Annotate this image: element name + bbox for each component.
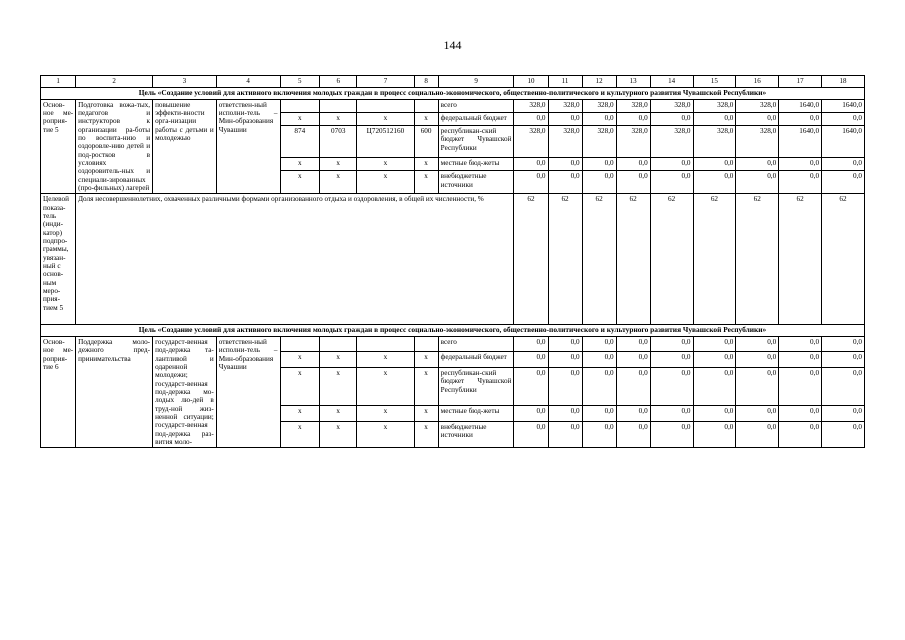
code-cell: x bbox=[280, 158, 320, 171]
header-cell: 7 bbox=[357, 76, 414, 88]
code-cell: 874 bbox=[280, 125, 320, 157]
header-cell: 14 bbox=[650, 76, 693, 88]
code-cell: x bbox=[320, 112, 357, 125]
amount-cell: 0,0 bbox=[779, 406, 822, 421]
block2-row bbox=[41, 336, 865, 351]
amount-cell: 1640,0 bbox=[822, 99, 865, 112]
amount-cell: 0,0 bbox=[616, 112, 650, 125]
amount-cell: 0,0 bbox=[514, 336, 548, 351]
amount-cell: 0,0 bbox=[616, 421, 650, 448]
funding-source: всего bbox=[438, 99, 514, 112]
code-cell: x bbox=[320, 171, 357, 194]
amount-cell: 328,0 bbox=[514, 99, 548, 112]
amount-cell: 0,0 bbox=[514, 158, 548, 171]
code-cell: x bbox=[280, 406, 320, 421]
amount-cell: 0,0 bbox=[822, 112, 865, 125]
header-cell: 1 bbox=[41, 76, 76, 88]
amount-cell: 0,0 bbox=[779, 367, 822, 405]
block1-row bbox=[41, 99, 865, 112]
amount-cell: 0,0 bbox=[693, 352, 736, 367]
indicator-value: 62 bbox=[514, 194, 548, 325]
amount-cell: 0,0 bbox=[582, 352, 616, 367]
goal-text: Цель «Создание условий для активного включения молодых граждан в процесс социально-экономического, общественно-политического и культурного развития Чувашской Республики» bbox=[41, 88, 865, 100]
indicator-value: 62 bbox=[736, 194, 779, 325]
amount-cell: 0,0 bbox=[548, 158, 582, 171]
amount-cell: 0,0 bbox=[514, 352, 548, 367]
responsible: ответствен-ный исполни-тель – Мин-образования Чувашии bbox=[216, 99, 280, 194]
measure-goal: государст-венная под-держка та-лантливой и одаренной молодежи; государст-венная под-держка мо-лодых лю-дей в труд-ной жиз-ненной ситуации; государст-венная под-держка раз-вития моло- bbox=[153, 336, 217, 447]
code-cell: 600 bbox=[414, 125, 438, 157]
funding-source: местные бюд-жеты bbox=[438, 158, 514, 171]
code-cell bbox=[414, 336, 438, 351]
funding-source: федеральный бюджет bbox=[438, 112, 514, 125]
amount-cell: 0,0 bbox=[736, 158, 779, 171]
funding-source: местные бюд-жеты bbox=[438, 406, 514, 421]
amount-cell: 0,0 bbox=[548, 367, 582, 405]
amount-cell: 0,0 bbox=[736, 367, 779, 405]
code-cell: x bbox=[320, 158, 357, 171]
amount-cell: 0,0 bbox=[822, 336, 865, 351]
amount-cell: 0,0 bbox=[693, 171, 736, 194]
amount-cell: 328,0 bbox=[548, 99, 582, 112]
measure-goal: повышение эффекти-вности орга-низации работы с детьми и молодежью bbox=[153, 99, 217, 194]
funding-source: внебюджетные источники bbox=[438, 171, 514, 194]
amount-cell: 0,0 bbox=[616, 158, 650, 171]
amount-cell: 328,0 bbox=[693, 99, 736, 112]
code-cell bbox=[357, 99, 414, 112]
amount-cell: 0,0 bbox=[736, 112, 779, 125]
amount-cell: 328,0 bbox=[582, 99, 616, 112]
amount-cell: 0,0 bbox=[779, 158, 822, 171]
header-cell: 9 bbox=[438, 76, 514, 88]
header-cell: 15 bbox=[693, 76, 736, 88]
code-cell: x bbox=[280, 367, 320, 405]
amount-cell: 0,0 bbox=[514, 112, 548, 125]
amount-cell: 0,0 bbox=[779, 352, 822, 367]
indicator-value: 62 bbox=[616, 194, 650, 325]
amount-cell: 0,0 bbox=[693, 406, 736, 421]
amount-cell: 0,0 bbox=[650, 367, 693, 405]
code-cell: x bbox=[414, 367, 438, 405]
code-cell bbox=[414, 99, 438, 112]
funding-source: федеральный бюджет bbox=[438, 352, 514, 367]
header-cell: 4 bbox=[216, 76, 280, 88]
amount-cell: 1640,0 bbox=[779, 125, 822, 157]
amount-cell: 0,0 bbox=[822, 171, 865, 194]
measure-label: Основ-ное ме-роприя-тие 5 bbox=[41, 99, 76, 194]
code-cell: x bbox=[414, 421, 438, 448]
code-cell: x bbox=[357, 406, 414, 421]
measure-name: Подготовка вожа-тых, педагогов и инструкторов к организации ра-боты по воспита-нию и оздоровле-нию детей и под-ростков в условиях оздоровитель-ных и специали-зированных (про-фильных) лагерей bbox=[76, 99, 153, 194]
code-cell: x bbox=[357, 171, 414, 194]
funding-source: всего bbox=[438, 336, 514, 351]
amount-cell: 0,0 bbox=[736, 352, 779, 367]
amount-cell: 0,0 bbox=[736, 336, 779, 351]
amount-cell: 328,0 bbox=[736, 99, 779, 112]
header-cell: 3 bbox=[153, 76, 217, 88]
funding-source: республикан-ский бюджет Чувашской Республики bbox=[438, 125, 514, 157]
amount-cell: 328,0 bbox=[514, 125, 548, 157]
indicator-value: 62 bbox=[779, 194, 822, 325]
funding-source: внебюджетные источники bbox=[438, 421, 514, 448]
amount-cell: 328,0 bbox=[616, 125, 650, 157]
header-cell: 8 bbox=[414, 76, 438, 88]
amount-cell: 328,0 bbox=[693, 125, 736, 157]
amount-cell: 1640,0 bbox=[822, 125, 865, 157]
amount-cell: 328,0 bbox=[736, 125, 779, 157]
header-cell: 2 bbox=[76, 76, 153, 88]
code-cell: x bbox=[280, 171, 320, 194]
amount-cell: 328,0 bbox=[548, 125, 582, 157]
responsible: ответствен-ный исполни-тель – Мин-образования Чувашии bbox=[216, 336, 280, 447]
amount-cell: 0,0 bbox=[822, 158, 865, 171]
amount-cell: 0,0 bbox=[779, 171, 822, 194]
amount-cell: 0,0 bbox=[650, 336, 693, 351]
code-cell bbox=[280, 336, 320, 351]
table-body bbox=[41, 76, 865, 448]
indicator-text: Доля несовершеннолетних, охваченных различными формами организованного отдыха и оздоровления, в общей их численности, % bbox=[76, 194, 514, 325]
amount-cell: 0,0 bbox=[650, 406, 693, 421]
goal-text: Цель «Создание условий для активного включения молодых граждан в процесс социально-экономического, общественно-политического и культурного развития Чувашской Республики» bbox=[41, 325, 865, 337]
amount-cell: 0,0 bbox=[736, 421, 779, 448]
code-cell bbox=[357, 336, 414, 351]
amount-cell: 0,0 bbox=[616, 171, 650, 194]
header-cell: 6 bbox=[320, 76, 357, 88]
amount-cell: 0,0 bbox=[514, 367, 548, 405]
code-cell: x bbox=[320, 406, 357, 421]
amount-cell: 0,0 bbox=[822, 367, 865, 405]
amount-cell: 0,0 bbox=[779, 336, 822, 351]
code-cell: x bbox=[280, 421, 320, 448]
amount-cell: 0,0 bbox=[779, 421, 822, 448]
amount-cell: 0,0 bbox=[693, 336, 736, 351]
indicator-value: 62 bbox=[822, 194, 865, 325]
code-cell: x bbox=[414, 112, 438, 125]
amount-cell: 0,0 bbox=[616, 367, 650, 405]
amount-cell: 0,0 bbox=[582, 367, 616, 405]
amount-cell: 0,0 bbox=[548, 336, 582, 351]
amount-cell: 0,0 bbox=[582, 171, 616, 194]
amount-cell: 0,0 bbox=[616, 406, 650, 421]
indicator-value: 62 bbox=[693, 194, 736, 325]
amount-cell: 0,0 bbox=[693, 367, 736, 405]
amount-cell: 0,0 bbox=[736, 171, 779, 194]
amount-cell: 0,0 bbox=[582, 421, 616, 448]
program-table bbox=[40, 75, 865, 448]
code-cell bbox=[320, 336, 357, 351]
amount-cell: 0,0 bbox=[822, 406, 865, 421]
amount-cell: 0,0 bbox=[548, 112, 582, 125]
amount-cell: 0,0 bbox=[548, 421, 582, 448]
code-cell: x bbox=[414, 352, 438, 367]
amount-cell: 0,0 bbox=[650, 171, 693, 194]
code-cell bbox=[320, 99, 357, 112]
amount-cell: 0,0 bbox=[650, 158, 693, 171]
amount-cell: 0,0 bbox=[582, 158, 616, 171]
amount-cell: 0,0 bbox=[514, 406, 548, 421]
amount-cell: 0,0 bbox=[582, 336, 616, 351]
amount-cell: 328,0 bbox=[650, 99, 693, 112]
amount-cell: 328,0 bbox=[582, 125, 616, 157]
amount-cell: 0,0 bbox=[514, 421, 548, 448]
amount-cell: 0,0 bbox=[582, 112, 616, 125]
amount-cell: 1640,0 bbox=[779, 99, 822, 112]
header-cell: 5 bbox=[280, 76, 320, 88]
code-cell: Ц720512160 bbox=[357, 125, 414, 157]
code-cell: x bbox=[357, 112, 414, 125]
amount-cell: 0,0 bbox=[693, 158, 736, 171]
code-cell: x bbox=[320, 352, 357, 367]
amount-cell: 0,0 bbox=[650, 421, 693, 448]
code-cell: x bbox=[320, 421, 357, 448]
amount-cell: 0,0 bbox=[822, 352, 865, 367]
amount-cell: 0,0 bbox=[650, 112, 693, 125]
amount-cell: 0,0 bbox=[693, 421, 736, 448]
header-cell: 16 bbox=[736, 76, 779, 88]
amount-cell: 0,0 bbox=[736, 406, 779, 421]
code-cell: x bbox=[357, 352, 414, 367]
amount-cell: 0,0 bbox=[548, 406, 582, 421]
indicator-value: 62 bbox=[548, 194, 582, 325]
amount-cell: 328,0 bbox=[616, 99, 650, 112]
code-cell: x bbox=[414, 406, 438, 421]
header-cell: 18 bbox=[822, 76, 865, 88]
amount-cell: 0,0 bbox=[616, 352, 650, 367]
code-cell: x bbox=[357, 158, 414, 171]
indicator-row bbox=[41, 194, 865, 325]
measure-label: Основ-ное ме-роприя-тие 6 bbox=[41, 336, 76, 447]
code-cell: x bbox=[280, 112, 320, 125]
indicator-value: 62 bbox=[650, 194, 693, 325]
header-cell: 11 bbox=[548, 76, 582, 88]
measure-name: Поддержка моло-дежного пред-принимательства bbox=[76, 336, 153, 447]
amount-cell: 0,0 bbox=[514, 171, 548, 194]
header-row bbox=[41, 76, 865, 88]
code-cell: x bbox=[280, 352, 320, 367]
header-cell: 12 bbox=[582, 76, 616, 88]
code-cell: x bbox=[414, 171, 438, 194]
code-cell: x bbox=[414, 158, 438, 171]
amount-cell: 0,0 bbox=[616, 336, 650, 351]
header-cell: 17 bbox=[779, 76, 822, 88]
code-cell: x bbox=[357, 367, 414, 405]
indicator-value: 62 bbox=[582, 194, 616, 325]
page-number: 144 bbox=[443, 38, 462, 52]
code-cell: x bbox=[357, 421, 414, 448]
amount-cell: 0,0 bbox=[693, 112, 736, 125]
indicator-label: Целевой показа-тель (инди-катор) подпро-граммы, увязан-ный с основ-ным меро-прия-тием 5 bbox=[41, 194, 76, 325]
code-cell: x bbox=[320, 367, 357, 405]
header-cell: 10 bbox=[514, 76, 548, 88]
amount-cell: 0,0 bbox=[650, 352, 693, 367]
amount-cell: 0,0 bbox=[548, 352, 582, 367]
amount-cell: 0,0 bbox=[779, 112, 822, 125]
code-cell: 0703 bbox=[320, 125, 357, 157]
amount-cell: 0,0 bbox=[582, 406, 616, 421]
code-cell bbox=[280, 99, 320, 112]
amount-cell: 328,0 bbox=[650, 125, 693, 157]
goal-row bbox=[41, 325, 865, 337]
funding-source: республикан-ский бюджет Чувашской Республики bbox=[438, 367, 514, 405]
header-cell: 13 bbox=[616, 76, 650, 88]
goal-row bbox=[41, 88, 865, 100]
amount-cell: 0,0 bbox=[548, 171, 582, 194]
amount-cell: 0,0 bbox=[822, 421, 865, 448]
